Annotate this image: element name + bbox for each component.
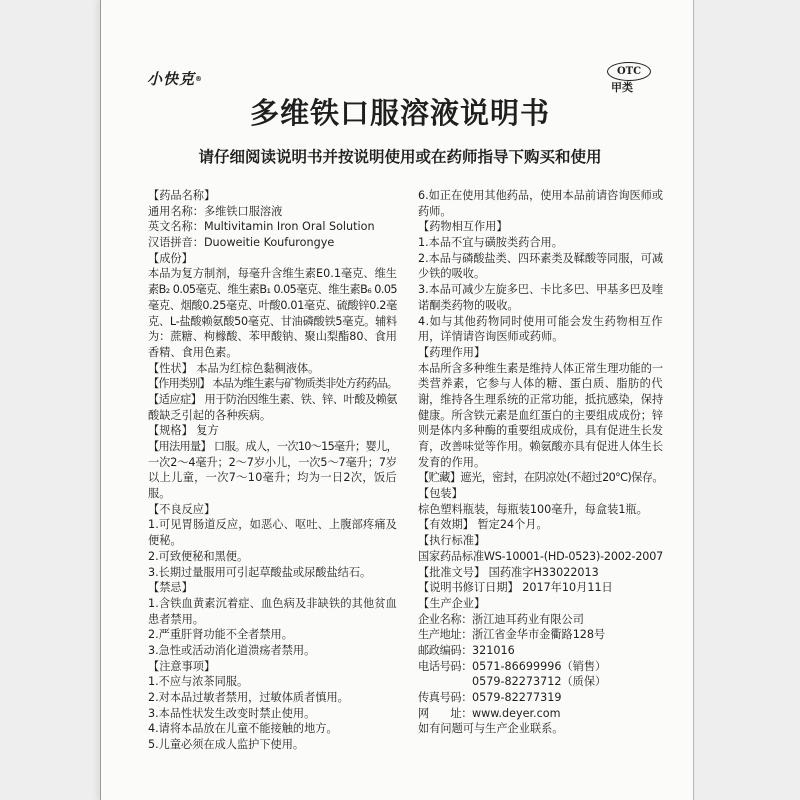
paragraph [148, 235, 397, 251]
text-line [418, 408, 663, 424]
line-text: 2.本品与磷酸盐类、四环素类及鞣酸等同服，可减 [418, 251, 663, 265]
contact-value: 321016 [472, 643, 515, 657]
paragraph [418, 565, 663, 581]
paragraph [148, 643, 397, 659]
line-text: 3.急性或活动消化道溃疡者禁用。 [148, 643, 316, 657]
right-column [418, 188, 663, 737]
paragraph [148, 266, 397, 360]
text-line [148, 612, 397, 628]
paragraph [418, 251, 663, 282]
paragraph [418, 235, 663, 251]
document-subtitle: 请仔细阅读说明书并按说明使用或在药师指导下购买和使用 [198, 148, 602, 166]
contact-label [418, 706, 472, 722]
contact-value: 0579-82273712（质保） [472, 675, 607, 689]
line-text: 【包装】 [418, 487, 463, 501]
line-text: 【注意事项】 [148, 659, 216, 673]
line-text: 诺酮类药物的吸收。 [418, 298, 519, 312]
line-text: 2.严重肝肾功能不全者禁用。 [148, 628, 293, 642]
text-line [148, 674, 397, 690]
closing-note-text: 如有问题可与生产企业联系。 [418, 722, 564, 736]
line-text: 【规格】 复方 [148, 424, 219, 438]
line-text: 患者禁用。 [148, 612, 204, 626]
paragraph [418, 580, 663, 596]
text-line [418, 423, 663, 439]
line-text: 4.如与其他药物同时使用可能会发生药物相互作 [418, 314, 663, 328]
contact-label [418, 659, 472, 675]
text-line [148, 408, 397, 424]
text-line [418, 314, 663, 330]
section-line [418, 219, 663, 235]
line-text: 1.不应与浓茶同服。 [148, 675, 249, 689]
text-line [148, 345, 397, 361]
section-line [148, 659, 397, 675]
line-text: 【性状】 本品为红棕色黏稠液体。 [148, 361, 320, 375]
paragraph [418, 282, 663, 313]
contact-row [418, 659, 663, 675]
section-line [418, 470, 663, 486]
section-line [148, 251, 397, 267]
paragraph [148, 376, 397, 392]
line-text: 为：蔗糖、枸橼酸、苯甲酸钠、聚山梨酯80、食用 [148, 330, 397, 344]
paragraph [148, 439, 397, 502]
text-line [148, 517, 397, 533]
text-line [148, 721, 397, 737]
paragraph [418, 517, 663, 533]
text-line [148, 706, 397, 722]
paragraph [148, 565, 397, 581]
paragraph [148, 361, 397, 377]
text-line [148, 643, 397, 659]
section-line [418, 345, 663, 361]
line-text: 3.长期过量服用可引起草酸盐或尿酸盐结石。 [148, 565, 372, 579]
paragraph [418, 314, 663, 345]
text-line [418, 251, 663, 267]
text-line [418, 282, 663, 298]
section-line [418, 565, 663, 581]
right-paragraphs [418, 188, 663, 612]
paragraph [418, 533, 663, 549]
line-text: 【药理作用】 [418, 345, 486, 359]
text-line [418, 376, 663, 392]
line-text: 英文名称：Multivitamin Iron Oral Solution [148, 220, 375, 234]
paragraph [418, 549, 663, 565]
text-line [148, 486, 397, 502]
paragraph [418, 486, 663, 502]
text-line [418, 188, 663, 204]
left-column [148, 188, 397, 753]
contact-value: 浙江省金华市金衢路128号 [472, 628, 606, 642]
paragraph [148, 580, 397, 596]
contact-value: www.deyer.com [472, 706, 561, 720]
line-text: 汉语拼音：Duoweitie Koufurongye [148, 236, 335, 250]
section-line [148, 423, 397, 439]
line-text: 则是体内多种酶的重要组成成份，具有促进生长发 [418, 424, 663, 438]
line-text: 本品所含多种维生素是维持人体正常生理功能的一 [418, 361, 663, 375]
text-line [148, 329, 397, 345]
line-text: 药师。 [418, 204, 452, 218]
text-line [148, 596, 397, 612]
paragraph [148, 737, 397, 753]
contact-row [418, 643, 663, 659]
paragraph [418, 502, 663, 518]
document-title: 多维铁口服溶液说明书 [249, 96, 550, 130]
text-line [148, 455, 397, 471]
line-text: 素B₂ 0.05毫克、维生素B₁ 0.05毫克、维生素B₆ 0.05 [148, 283, 397, 297]
paragraph [148, 674, 397, 690]
paragraph [148, 596, 397, 627]
line-text: 1.可见胃肠道反应，如恶心、呕吐、上腹部疼痛及 [148, 518, 397, 532]
line-text: 【执行标准】 [418, 534, 486, 548]
paragraph [148, 706, 397, 722]
line-text: 【作用类别】 本品为维生素与矿物质类非处方药药品。 [148, 377, 397, 391]
line-text: 香精、食用色素。 [148, 345, 238, 359]
line-text: 【用法用量】 口服。成人，一次10～15毫升；婴儿， [148, 440, 397, 453]
paragraph [148, 251, 397, 267]
line-text: 5.儿童必须在成人监护下使用。 [148, 738, 305, 752]
otc-category: 甲类 [611, 81, 633, 94]
line-text: 【成份】 [148, 251, 193, 265]
paragraph [418, 345, 663, 361]
paragraph [148, 392, 397, 423]
text-line [148, 470, 397, 486]
paragraph [418, 219, 663, 235]
line-text: 服。 [148, 487, 171, 501]
line-text: 便秘。 [148, 534, 182, 548]
section-line [418, 517, 663, 533]
text-line [418, 455, 663, 471]
paragraph [148, 188, 397, 204]
line-text: 【说明书修订日期】 2017年10月11日 [418, 581, 613, 595]
paragraph [148, 423, 397, 439]
contact-label-text: 企业名称： [418, 612, 472, 626]
text-line [148, 533, 397, 549]
contact-label-text: 电话号码： [418, 659, 472, 673]
brand-logo [147, 70, 202, 88]
section-line [148, 502, 397, 518]
line-text: 【药物相互作用】 [418, 220, 508, 234]
line-text: 2.可致便秘和黑便。 [148, 549, 249, 563]
line-text: 4.请将本品放在儿童不能接触的地方。 [148, 722, 338, 736]
line-text: 3.本品性状发生改变时禁止使用。 [148, 706, 316, 720]
text-line [148, 235, 397, 251]
text-line [418, 204, 663, 220]
section-line [418, 533, 663, 549]
section-line [418, 580, 663, 596]
line-text: 少铁的吸收。 [418, 267, 486, 281]
line-text: 用，详情请咨询医师或药师。 [418, 330, 564, 344]
contact-row [418, 674, 663, 690]
paragraph [148, 690, 397, 706]
line-text: 1.本品不宜与磺胺类药合用。 [418, 236, 563, 250]
line-text: 以上儿童，一次7～10毫升；均为一日2次，饭后 [148, 471, 397, 485]
section-line [148, 580, 397, 596]
text-line [418, 235, 663, 251]
text-line [418, 549, 663, 565]
section-line [148, 392, 397, 408]
line-text: 【批准文号】 国药准字H33022013 [418, 565, 599, 579]
contact-row [418, 612, 663, 628]
line-text: 【禁忌】 [148, 581, 193, 595]
line-text: 【适应症】 用于防治因维生素、铁、锌、叶酸及赖氨 [148, 392, 397, 406]
text-line [148, 266, 397, 282]
contact-value: 0571-86699996（销售） [472, 659, 607, 673]
text-line [418, 329, 663, 345]
registered-mark: ® [195, 75, 203, 83]
text-line [418, 439, 663, 455]
paragraph [418, 596, 663, 612]
line-text: 本品为复方制剂，每毫升含维生素E0.1毫克、维生 [148, 267, 397, 281]
text-line [418, 502, 663, 518]
line-text: 【贮藏】遮光，密封，在阴凉处(不超过20°C)保存。 [418, 471, 663, 485]
line-text: 棕色塑料瓶装，每瓶装100毫升，每盒装1瓶。 [418, 502, 648, 516]
contact-label [418, 690, 472, 706]
line-text: 【有效期】 暂定24个月。 [418, 518, 548, 532]
text-line [418, 392, 663, 408]
section-line [148, 439, 397, 455]
section-line [418, 596, 663, 612]
contact-row [418, 690, 663, 706]
paragraph [148, 627, 397, 643]
contact-label-text: 网 址： [418, 706, 472, 720]
paragraph [148, 204, 397, 220]
line-text: 健康。所含铁元素是血红蛋白的主要组成成份；锌 [418, 408, 663, 422]
text-line [148, 282, 397, 298]
line-text: 【药品名称】 [148, 189, 216, 202]
otc-badge: OTC [607, 62, 651, 81]
text-line [148, 565, 397, 581]
line-text: 通用名称：多维铁口服溶液 [148, 204, 283, 218]
contact-label-text: 传真号码： [418, 691, 472, 704]
contact-value: 0579-82277319 [472, 691, 562, 704]
paragraph [148, 502, 397, 518]
brand-name: 小快克 [147, 70, 196, 88]
section-line [418, 486, 663, 502]
line-text: 发育的作用。 [418, 455, 486, 469]
contact-row [418, 706, 663, 722]
line-text: 3.本品可减少左旋多巴、卡比多巴、甲基多巴及喹 [418, 283, 663, 297]
text-line [418, 298, 663, 314]
section-line [148, 188, 397, 204]
line-text: 克、L-盐酸赖氨酸50毫克、甘油磷酸铁5毫克。辅料 [148, 314, 397, 328]
paragraph [148, 219, 397, 235]
text-line [148, 204, 397, 220]
paragraph [418, 361, 663, 471]
paragraph [148, 517, 397, 548]
line-text: 【不良反应】 [148, 502, 216, 516]
contact-label [418, 627, 472, 643]
contact-label [418, 674, 472, 690]
section-line [148, 376, 397, 392]
paragraph [418, 188, 663, 219]
line-text: 类营养素，它参与人体的糖、蛋白质、脂肪的代 [418, 377, 663, 391]
text-line [148, 314, 397, 330]
closing-note [418, 721, 663, 737]
line-text: 一次2～4毫升；2～7岁小儿，一次5～7毫升；7岁 [148, 455, 397, 469]
paragraph [148, 549, 397, 565]
line-text: 2.对本品过敏者禁用，过敏体质者慎用。 [148, 691, 349, 704]
text-line [148, 298, 397, 314]
line-text: 谢，维持各生理系统的正常功能，抵抗感染，保持 [418, 392, 663, 406]
contact-value: 浙江迪耳药业有限公司 [472, 612, 584, 626]
text-line [148, 219, 397, 235]
section-line [148, 361, 397, 377]
contact-label [418, 643, 472, 659]
line-text: 1.含铁血黄素沉着症、血色病及非缺铁的其他贫血 [148, 596, 397, 610]
text-line [418, 266, 663, 282]
line-text: 酸缺乏引起的各种疾病。 [148, 408, 272, 422]
text-line [148, 627, 397, 643]
paragraph [148, 659, 397, 675]
contact-row [418, 627, 663, 643]
text-line [148, 690, 397, 706]
contact-label [418, 612, 472, 628]
contact-label-text: 生产地址： [418, 628, 472, 642]
paragraph [418, 470, 663, 486]
line-text: 国家药品标准WS-10001-(HD-0523)-2002-2007 [418, 549, 663, 563]
contact-label-text: 邮政编码： [418, 643, 472, 657]
line-text: 育，改善味觉等作用。赖氨酸亦具有促进人体生长 [418, 440, 663, 453]
paragraph [148, 721, 397, 737]
text-line [148, 549, 397, 565]
line-text: 毫克、烟酸0.25毫克、叶酸0.01毫克、硫酸锌0.2毫 [148, 298, 397, 312]
line-text: 【生产企业】 [418, 596, 486, 610]
text-line [418, 361, 663, 377]
manufacturer-contacts [418, 612, 663, 722]
line-text: 6.如正在使用其他药品，使用本品前请咨询医师或 [418, 189, 663, 202]
text-line [148, 737, 397, 753]
